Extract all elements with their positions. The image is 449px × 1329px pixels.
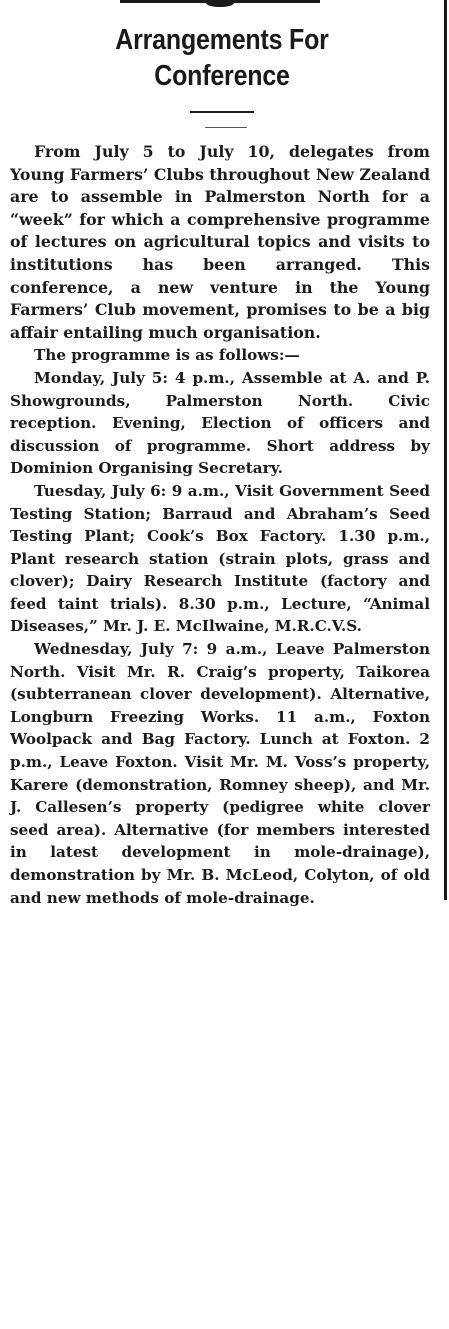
paragraph-intro: From July 5 to July 10, delegates from Young Farmers’ Clubs throughout New Zealand are to assemble in Palmerston North for a “week” for which a comprehensive programme of lectures on agricultural topics and visits to institutions has been arranged. This conference, a new venture in the Young Farmers’ Club movement, promises to be a big affair entailing much organisation. (10, 142, 430, 342)
ornament-rule-icon (120, 0, 320, 10)
paragraph-programme-intro: The programme is as follows:— (34, 346, 300, 365)
headline-rule (190, 111, 254, 113)
paragraph-wednesday: Wednesday, July 7: 9 a.m., Leave Palmerston North. Visit Mr. R. Craig’s property, Taikorea (subterranean clover development). Alternative, Longburn Freezing Works. 11 a.m., Foxton Woolpack and Bag Factory. Lunch at Foxton. 2 p.m., Leave Foxton. Visit Mr. M. Voss’s property, Karere (demonstration, Romney sheep), and Mr. J. Callesen’s property (pedigree white clover seed area). Alternative (for members interested in latest development in mole-drainage), demonstration by Mr. B. McLeod, Colyton, of old and new methods of mole-drainage. (10, 640, 430, 907)
headline (31, 22, 413, 94)
headline-rule-short (205, 127, 247, 128)
paragraph-tuesday: Tuesday, July 6: 9 a.m., Visit Government Seed Testing Station; Barraud and Abraham’s Seed Testing Plant; Cook’s Box Factory. 1.30 p.m., Plant research station (strain plots, grass and clover); Dairy Research Institute (factory and feed taint trials). 8.30 p.m., Lecture, “Animal Diseases,” Mr. J. E. McIlwaine, M.R.C.V.S. (10, 481, 430, 636)
paragraph-monday: Monday, July 5: 4 p.m., Assemble at A. and P. Showgrounds, Palmerston North. Civic reception. Evening, Election of officers and discussion of programme. Short address by Dominion Organising Secretary. (10, 368, 430, 478)
article-body (10, 141, 430, 909)
headline-line-1: Arrangements For (115, 24, 329, 56)
headline-line-2: Conference (154, 60, 290, 92)
column-rule (444, 0, 447, 900)
